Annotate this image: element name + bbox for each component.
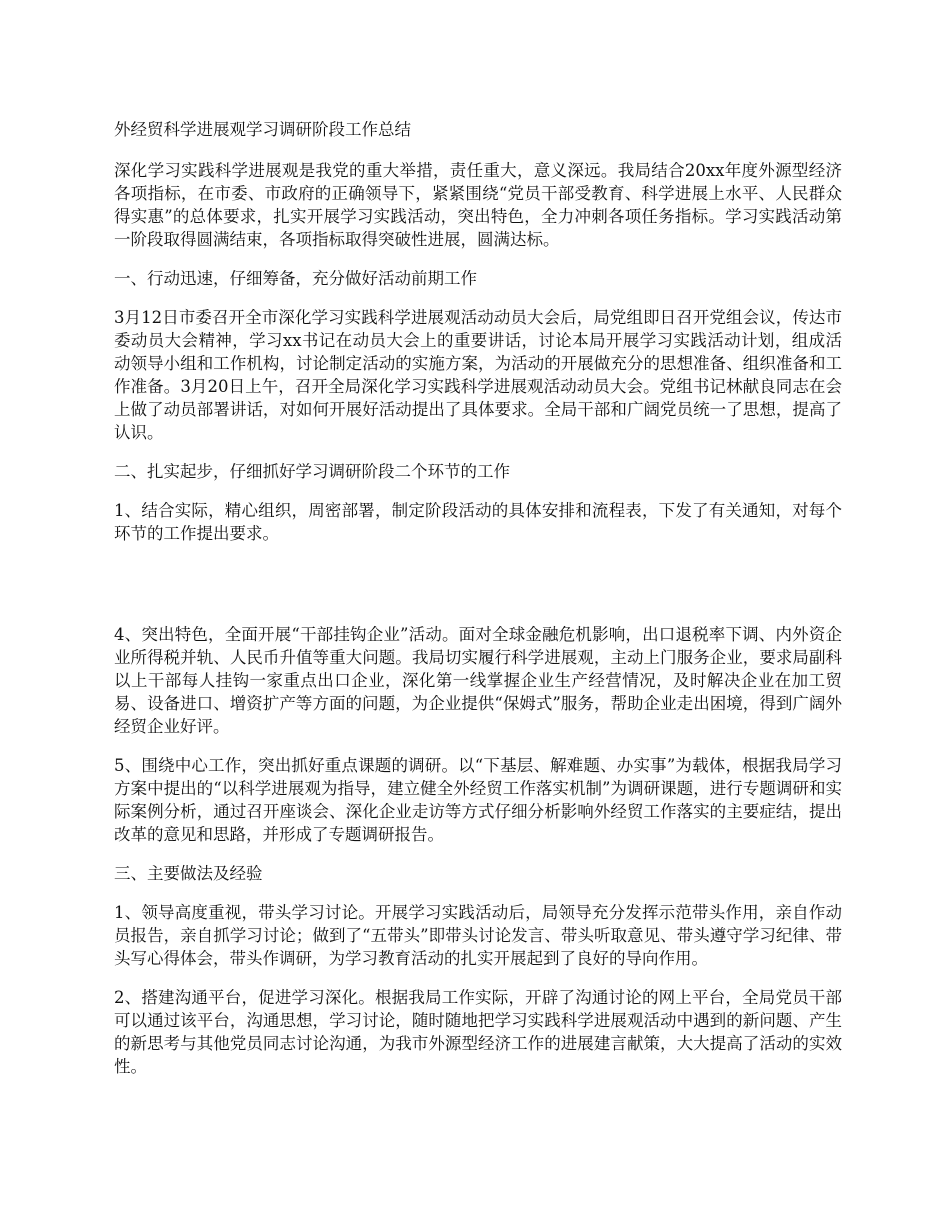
section-heading-3: 三、主要做法及经验: [114, 864, 263, 883]
blank-gap: [114, 561, 842, 623]
section-heading-2: 二、扎实起步，仔细抓好学习调研阶段二个环节的工作: [114, 462, 510, 481]
section-1-paragraph: 3月12日市委召开全市深化学习实践科学进展观活动动员大会后，局党组即日召开党组会议，传达市委动员大会精神，学习xx书记在动员大会上的重要讲话，讨论本局开展学习实践活动计划，组成活动领导小组和工作机构，讨论制定活动的实施方案，为活动的开展做充分的思想准备、组织准备和工作准备。3月20日上午，召开全局深化学习实践科学进展观活动动员大会。党组书记林献良同志在会上做了动员部署讲话，对如何开展好活动提出了具体要求。全局干部和广阔党员统一了思想，提高了认识。: [114, 308, 842, 442]
section-2-item-1: 1、结合实际，精心组织，周密部署，制定阶段活动的具体安排和流程表，下发了有关通知，对每个环节的工作提出要求。: [114, 501, 842, 543]
document-title: 外经贸科学进展观学习调研阶段工作总结: [114, 120, 411, 139]
intro-paragraph: 深化学习实践科学进展观是我党的重大举措，责任重大，意义深远。我局结合20xx年度外源型经济各项指标，在市委、市政府的正确领导下，紧紧围绕“党员干部受教育、科学进展上水平、人民群众得实惠”的总体要求，扎实开展学习实践活动，突出特色，全力冲刺各项任务指标。学习实践活动第一阶段取得圆满结束，各项指标取得突破性进展，圆满达标。: [114, 161, 842, 249]
section-2-item-4: 4、突出特色，全面开展“干部挂钩企业”活动。面对全球金融危机影响，出口退税率下调、内外资企业所得税并轨、人民币升值等重大问题。我局切实履行科学进展观，主动上门服务企业，要求局副科以上干部每人挂钩一家重点出口企业，深化第一线掌握企业生产经营情况，及时解决企业在加工贸易、设备进口、增资扩产等方面的问题，为企业提供“保姆式”服务，帮助企业走出困境，得到广阔外经贸企业好评。: [114, 625, 842, 736]
document-body: [114, 118, 842, 1094]
section-2-item-5: 5、围绕中心工作，突出抓好重点课题的调研。以“下基层、解难题、办实事”为载体，根据我局学习方案中提出的“以科学进展观为指导，建立健全外经贸工作落实机制”为调研课题，进行专题调研和实际案例分析，通过召开座谈会、深化企业走访等方式仔细分析影响外经贸工作落实的主要症结，提出改革的意见和思路，并形成了专题调研报告。: [114, 756, 842, 844]
section-heading-1: 一、行动迅速，仔细筹备，充分做好活动前期工作: [114, 269, 477, 288]
section-3-item-2: 2、搭建沟通平台，促进学习深化。根据我局工作实际，开辟了沟通讨论的网上平台，全局党员干部可以通过该平台，沟通思想，学习讨论，随时随地把学习实践科学进展观活动中遇到的新问题、产生的新思考与其他党员同志讨论沟通，为我市外源型经济工作的进展建言献策，大大提高了活动的实效性。: [114, 988, 842, 1076]
section-3-item-1: 1、领导高度重视，带头学习讨论。开展学习实践活动后，局领导充分发挥示范带头作用，亲自作动员报告，亲自抓学习讨论；做到了“五带头”即带头讨论发言、带头听取意见、带头遵守学习纪律、带头写心得体会，带头作调研，为学习教育活动的扎实开展起到了良好的导向作用。: [114, 903, 842, 968]
